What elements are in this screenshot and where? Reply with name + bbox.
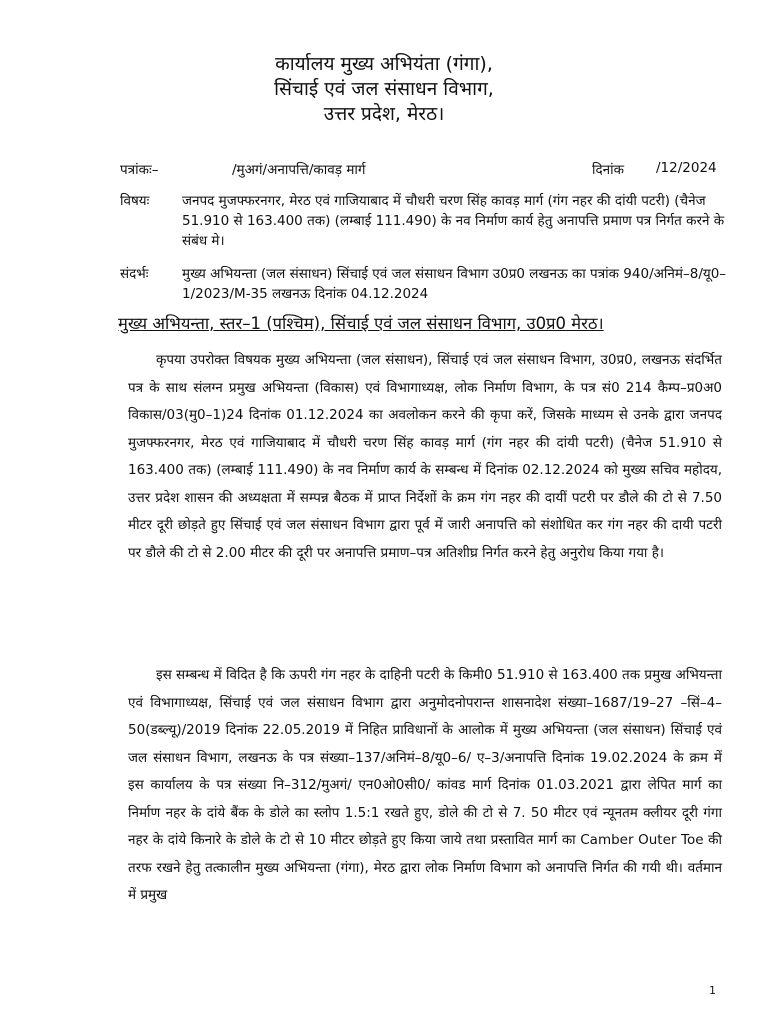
date-value: /12/2024 bbox=[656, 160, 717, 176]
subject-text: जनपद मुजफ्फरनगर, मेरठ एवं गाजियाबाद में चौधरी चरण सिंह कावड़ मार्ग (गंग नहर की दांयी पटरी) (चैनेज 51.910 से 163.400 तक) (लम्बाई 111.490) के नव निर्माण कार्य हेतु अनापत्ति प्रमाण पत्र निर्गत करने के संबंध मे। bbox=[182, 193, 725, 249]
page-number: 1 bbox=[709, 984, 716, 997]
location-title: उत्तर प्रदेश, मेरठ। bbox=[323, 103, 445, 125]
office-title: कार्यालय मुख्य अभियंता (गंगा), bbox=[275, 53, 493, 75]
date-label: दिनांक bbox=[592, 162, 625, 178]
paragraph-1: कृपया उपरोक्त विषयक मुख्य अभियन्ता (जल संसाधन), सिंचाई एवं जल संसाधन विभाग, उ0प्र0, लखनऊ संदर्भित पत्र के साथ संलग्न प्रमुख अभियन्ता (विकास) एवं विभागाध्यक्ष, लोक निर्माण विभाग, के पत्र सं0 214 कैम्प–प्र0अ0 विकास/03(मु0–1)24 दिनांक 01.12.2024 का अवलोकन करने की कृपा करें, जिसके माध्यम से उनके द्वारा जनपद मुजफ्फरनगर, मेरठ एवं गाजियाबाद में चौधरी चरण सिंह कावड़ मार्ग (गंग नहर की दांयी पटरी) (चैनेज 51.910 से 163.400 तक) (लम्बाई 111.490) के नव निर्माण कार्य के सम्बन्ध में दिनांक 02.12.2024 को मुख्य सचिव महोदय, उत्तर प्रदेश शासन की अध्यक्षता में सम्पन्न बैठक में प्राप्त निर्देशों के क्रम गंग नहर की दायीं पटरी पर डौले की टो से 7.50 मीटर दूरी छोड़ते हुए सिंचाई एवं जल संसाधन विभाग द्वारा पूर्व में जारी अनापत्ति को संशोधित कर गंग नहर की दायी पटरी पर डौले की टो से 2.00 मीटर की दूरी पर अनापत्ति प्रमाण–पत्र अतिशीघ्र निर्गत करने हेतु अनुरोध किया गया है। bbox=[128, 352, 722, 561]
reference-context-row bbox=[120, 264, 730, 306]
reference-context-label: संदर्भः bbox=[120, 266, 149, 282]
subject-row bbox=[120, 191, 730, 257]
letterhead bbox=[0, 52, 768, 127]
subject-label: विषयः bbox=[120, 193, 150, 209]
addressee: मुख्य अभियन्ता, स्तर–1 (पश्चिम), सिंचाई एवं जल संसाधन विभाग, उ0प्र0 मेरठ। bbox=[118, 314, 604, 333]
reference-context-text: मुख्य अभियन्ता (जल संसाधन) सिंचाई एवं जल संसाधन विभाग उ0प्र0 लखनऊ का पत्रांक 940/अनिमं–8/यू0–1/2023/M-35 लखनऊ दिनांक 04.12.2024 bbox=[182, 266, 727, 302]
paragraph-2: इस सम्बन्ध में विदित है कि ऊपरी गंग नहर के दाहिनी पटरी के किमी0 51.910 से 163.400 तक प्रमुख अभियन्ता एवं विभागाध्यक्ष, सिंचाई एवं जल संसाधन विभाग द्वारा अनुमोदनोपरान्त शासनादेश संख्या–1687/19–27 –सिं–4–50(डब्ल्यू)/2019 दिनांक 22.05.2019 में निहित प्राविधानों के आलोक में मुख्य अभियन्ता (जल संसाधन) सिंचाई एवं जल संसाधन विभाग, लखनऊ के पत्र संख्या–137/अनिमं–8/यू0–6/ ए–3/अनापत्ति दिनांक 19.02.2024 के क्रम में इस कार्यालय के पत्र संख्या नि–312/मुअगं/ एन0ओ0सी0/ कांवड मार्ग दिनांक 01.03.2021 द्वारा लेपित मार्ग का निर्माण नहर के दांये बैंक के डोले का स्लोप 1.5:1 रखते हुए, डोले की टो से 7. 50 मीटर एवं न्यूनतम क्लीयर दूरी गंगा नहर के दांये किनारे के डोले के टो से 10 मीटर छोड़ते हुए किया जाये तथा प्रस्तावित मार्ग का Camber Outer Toe की तरफ रखने हेतु तत्कालीन मुख्य अभियन्ता (गंगा), मेरठ द्वारा लोक निर्माण विभाग को अनापत्ति निर्गत की गयी थी। वर्तमान में प्रमुख bbox=[128, 667, 722, 903]
reference-number: /मुअगं/अनापत्ति/कावड़ मार्ग bbox=[232, 162, 366, 178]
reference-label: पत्रांकः– bbox=[120, 162, 159, 178]
department-title: सिंचाई एवं जल संसाधन विभाग, bbox=[274, 78, 494, 100]
reference-row bbox=[120, 160, 730, 180]
